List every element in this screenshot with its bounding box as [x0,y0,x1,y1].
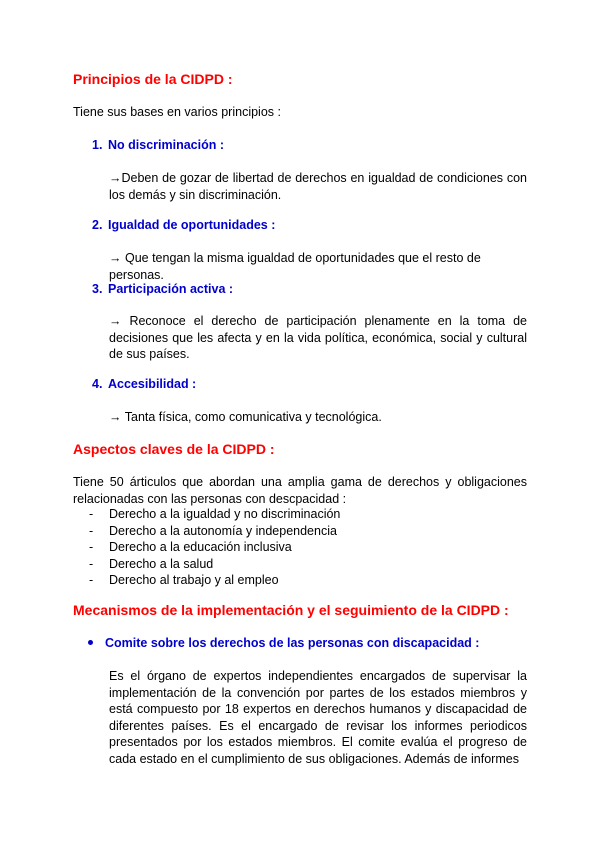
list-item-text: Derecho a la autonomía y independencia [109,523,337,538]
heading-mecanismos: Mecanismos de la implementación y el seguimiento de la CIDPD : [73,602,509,618]
principle-2-number: 2. [92,218,103,232]
committee-paragraph: Es el órgano de expertos independientes encargados de supervisar la implementación de la convención por partes de los estados miembros y está compuesto por 18 expertos en derechos humanos y discapacidad de diferentes países. Es el encargado de revisar los informes periodicos presentados por los estados miembros. El comite evalúa el progreso de cada estado en el cumplimiento de sus obligaciones. Además de informes [109,669,527,766]
list-item [73,506,527,523]
heading-principios: Principios de la CIDPD : [73,71,233,87]
principle-1-description: →Deben de gozar de libertad de derechos en igualdad de condiciones con los demás y sin discriminación. [109,171,527,202]
heading-aspectos: Aspectos claves de la CIDPD : [73,441,275,457]
list-item [73,572,527,589]
list-item [73,539,527,556]
principle-4-description: → Tanta física, como comunicativa y tecnológica. [109,410,382,424]
list-item-text: Derecho a la educación inclusiva [109,540,292,554]
committee-title: Comite sobre los derechos de las personas con discapacidad : [105,636,480,650]
principle-2-description: → Que tengan la misma igualdad de oportunidades que el resto de personas. [109,251,481,282]
intro-aspectos: Tiene 50 árticulos que abordan una amplia gama de derechos y obligaciones relacionadas con las personas con descpacidad : [73,475,527,506]
intro-principios: Tiene sus bases en varios principios : [73,105,281,119]
principle-3-label: Participación activa : [108,282,234,296]
principle-4-title [92,377,196,391]
principle-3-number: 3. [92,282,103,296]
principle-1-number: 1. [92,138,103,152]
committee-bullet [88,636,479,650]
rights-list [73,506,527,589]
list-dash: - [89,540,94,554]
principle-3-description: → Reconoce el derecho de participación plenamente en la toma de decisiones que les afecta y en la vida política, económica, social y cultural de sus países. [109,314,527,361]
list-dash: - [89,523,94,538]
list-item-text: Derecho a la igualdad y no discriminación [109,507,341,521]
list-item [73,556,527,573]
list-item-text: Derecho al trabajo y al empleo [109,573,279,587]
principle-1-title [92,138,224,152]
bullet-dot-icon [88,640,93,645]
list-dash: - [89,556,94,571]
principle-3-title [92,282,233,296]
principle-2-title [92,218,275,232]
list-item-text: Derecho a la salud [109,556,214,571]
principle-4-label: Accesibilidad : [108,377,197,391]
list-dash: - [89,573,94,587]
principle-1-label: No discriminación : [108,138,224,152]
principle-4-number: 4. [92,377,103,391]
list-item [73,523,527,540]
list-dash: - [89,507,94,521]
principle-2-label: Igualdad de oportunidades : [108,218,276,232]
